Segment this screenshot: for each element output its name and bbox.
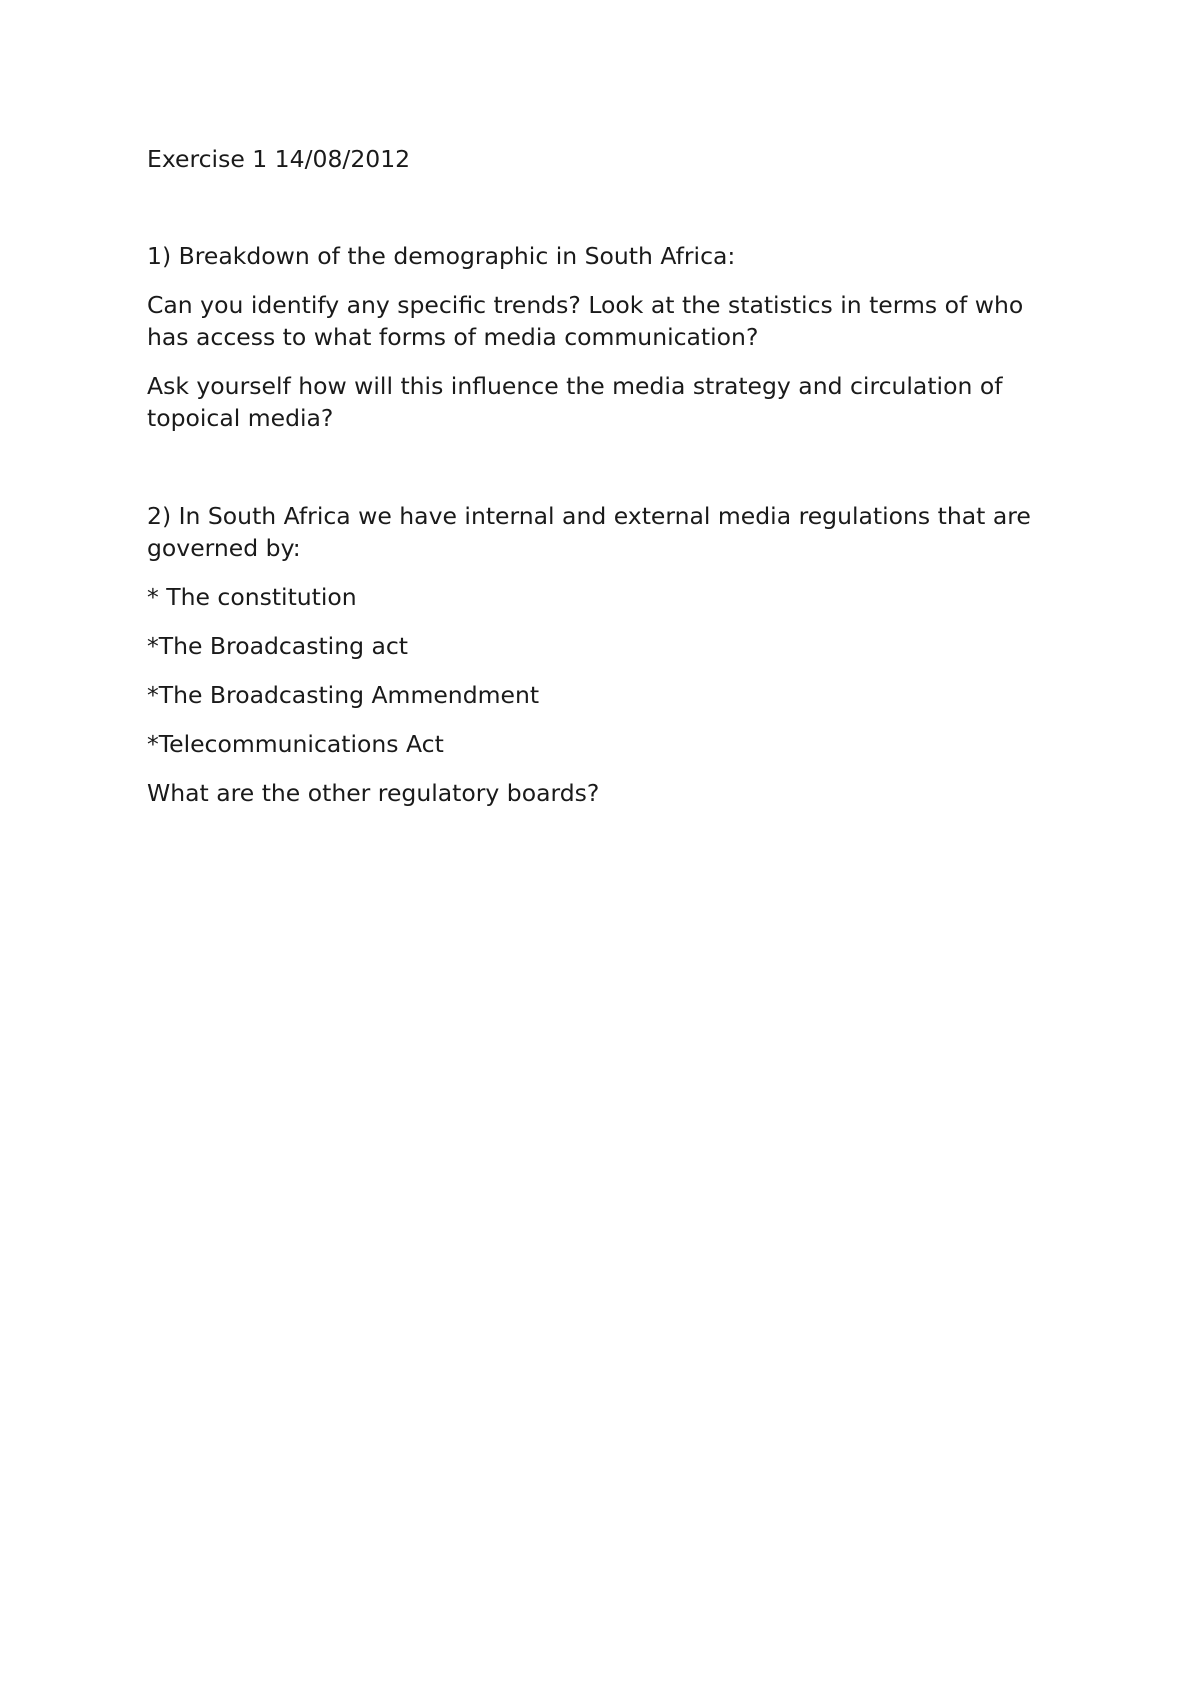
section2-intro: 2) In South Africa we have internal and external media regulations that are governed by: [147, 502, 1031, 562]
list-item: *Telecommunications Act [147, 730, 444, 758]
list-item: *The Broadcasting act [147, 632, 409, 660]
section2-question: What are the other regulatory boards? [147, 779, 600, 807]
document-body [147, 143, 1067, 826]
list-item: *The Broadcasting Ammendment [147, 681, 540, 709]
section1-paragraph-strategy: Ask yourself how will this influence the media strategy and circulation of topoical media? [147, 372, 1003, 432]
section1-title: 1) Breakdown of the demographic in South Africa: [147, 242, 736, 270]
section1-paragraph-trends: Can you identify any specific trends? Look at the statistics in terms of who has access to what forms of media communication? [147, 291, 1024, 351]
list-item: * The constitution [147, 583, 357, 611]
exercise-heading: Exercise 1 14/08/2012 [147, 145, 411, 173]
